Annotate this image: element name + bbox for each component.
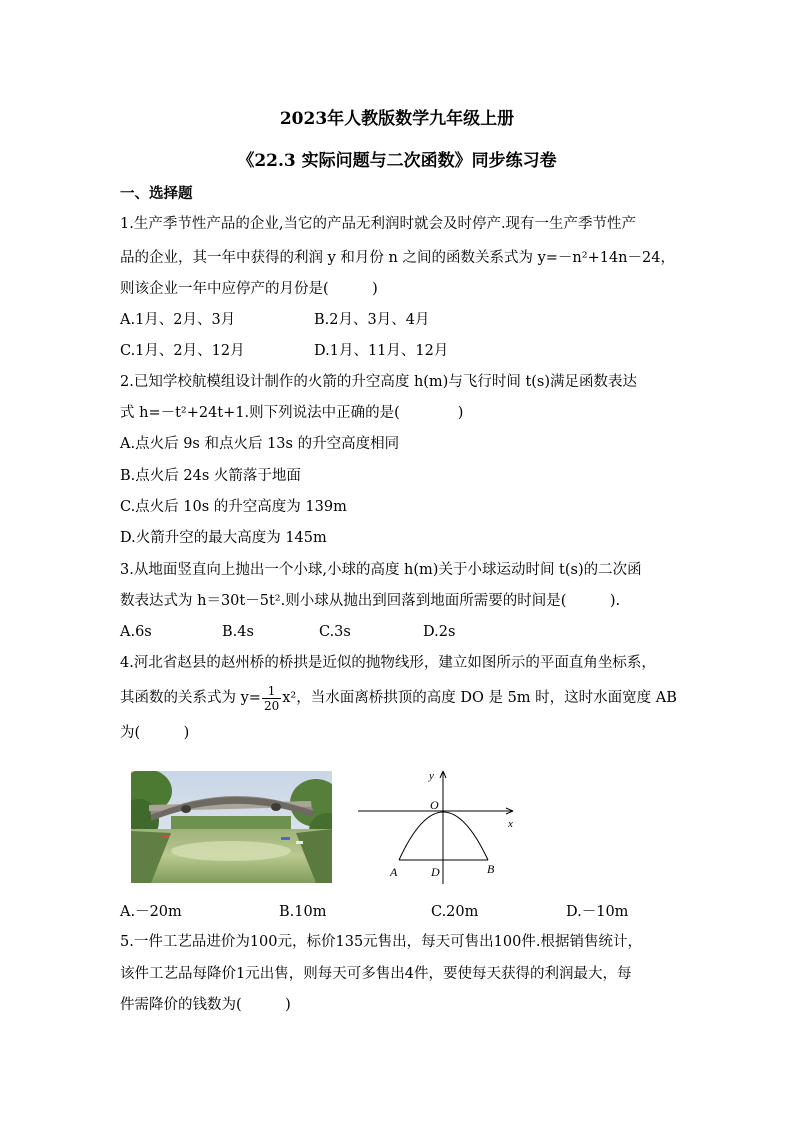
q4-option-b: B.10m	[279, 904, 327, 920]
q5-line3: 件需降价的钱数为( )	[120, 997, 291, 1013]
q1-option-c: C.1月、2月、12月	[120, 343, 245, 359]
q2-option-d: D.火箭升空的最大高度为 145m	[120, 530, 327, 546]
q5-line2: 该件工艺品每降价1元出售，则每天可多售出4件，要使每天获得的利润最大，每	[120, 966, 632, 982]
q1-line2: 品的企业，其一年中获得的利润 y 和月份 n 之间的函数关系式为 y=－n²+14n－24，	[120, 250, 675, 266]
q4-option-d: D.－10m	[566, 904, 629, 920]
q4-option-c: C.20m	[431, 904, 479, 920]
zhaozhou-bridge-photo	[131, 771, 332, 883]
fraction	[262, 684, 281, 713]
section-heading: 一、选择题	[120, 185, 193, 202]
label-x: x	[508, 818, 513, 830]
label-b: B	[487, 862, 495, 876]
q3-option-a: A.6s	[120, 624, 152, 640]
document-title: 2023年人教版数学九年级上册	[279, 109, 515, 129]
q2-option-c: C.点火后 10s 的升空高度为 139m	[120, 499, 347, 515]
label-a: A	[390, 865, 398, 879]
q1-line3: 则该企业一年中应停产的月份是( )	[120, 281, 378, 297]
q3-option-b: B.4s	[222, 624, 254, 640]
label-y: y	[429, 770, 434, 782]
q4-line1: 4.河北省赵县的赵州桥的桥拱是近似的抛物线形，建立如图所示的平面直角坐标系，	[120, 655, 656, 671]
q3-line1: 3.从地面竖直向上抛出一个小球,小球的高度 h(m)关于小球运动时间 t(s)的二次函	[120, 562, 642, 578]
q4-option-a: A.－20m	[120, 904, 182, 920]
q4-line2	[120, 680, 677, 716]
label-d: D	[431, 865, 440, 879]
q2-option-b: B.点火后 24s 火箭落于地面	[120, 468, 301, 484]
q4-line2-prefix: 其函数的关系式为 y=	[120, 690, 261, 706]
document-subtitle: 《22.3 实际问题与二次函数》同步练习卷	[237, 151, 557, 171]
q1-line1: 1.生产季节性产品的企业,当它的产品无利润时就会及时停产.现有一生产季节性产	[120, 216, 637, 232]
q5-line1: 5.一件工艺品进价为100元，标价135元售出，每天可售出100件.根据销售统计，	[120, 934, 642, 950]
parabola-diagram	[350, 766, 530, 891]
q4-line2-suffix: x²，当水面离桥拱顶的高度 DO 是 5m 时，这时水面宽度 AB	[282, 690, 677, 706]
q3-line2: 数表达式为 h＝30t－5t².则小球从抛出到回落到地面所需要的时间是( ).	[120, 593, 621, 609]
fraction-numerator: 1	[262, 684, 281, 699]
q4-line3: 为( )	[120, 725, 190, 741]
q2-option-a: A.点火后 9s 和点火后 13s 的升空高度相同	[120, 436, 400, 452]
label-o: O	[430, 798, 439, 812]
q1-option-a: A.1月、2月、3月	[120, 312, 236, 328]
q2-line2: 式 h=－t²+24t+1.则下列说法中正确的是( )	[120, 405, 464, 421]
q2-line1: 2.已知学校航模组设计制作的火箭的升空高度 h(m)与飞行时间 t(s)满足函数表达	[120, 374, 638, 390]
fraction-denominator: 20	[263, 698, 280, 713]
q3-option-c: C.3s	[319, 624, 351, 640]
q1-option-d: D.1月、11月、12月	[314, 343, 449, 359]
q3-option-d: D.2s	[423, 624, 456, 640]
q1-option-b: B.2月、3月、4月	[314, 312, 430, 328]
